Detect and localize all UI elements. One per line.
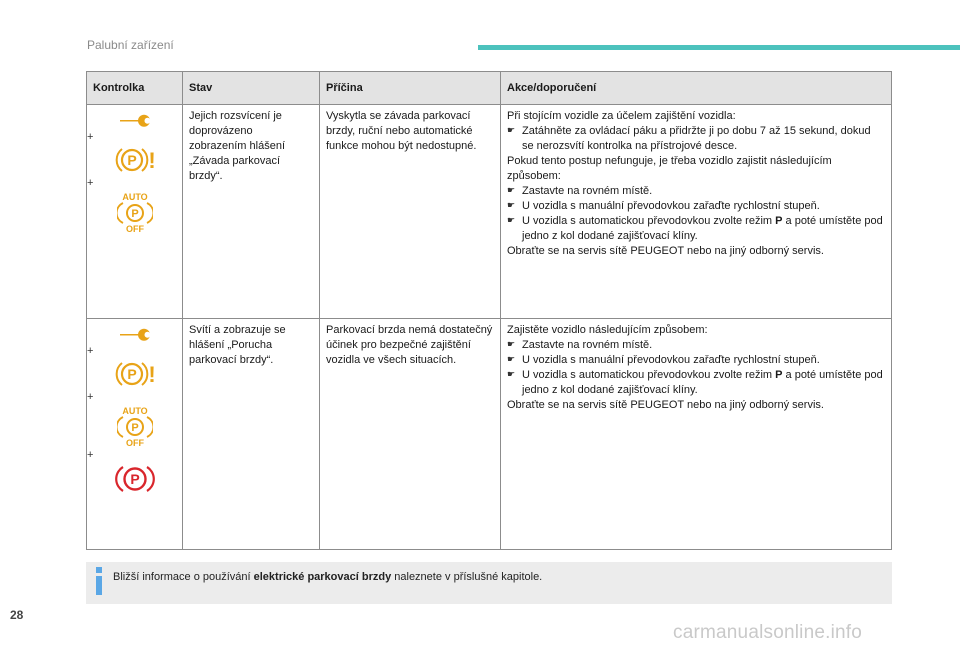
plus-sign: + <box>87 391 94 403</box>
list-item: ☛ Zastavte na rovném místě. <box>507 184 885 199</box>
akce-cell <box>501 105 892 319</box>
header-kontrolka: Kontrolka <box>87 72 183 105</box>
parking-brake-icon <box>115 463 155 495</box>
text-part: U vozidla s automatickou převodovkou zvolte režim <box>522 369 776 381</box>
wrench-icon <box>118 327 152 343</box>
p-glyph: P <box>130 208 139 220</box>
page-number: 28 <box>10 608 24 622</box>
p-glyph: P <box>129 471 140 487</box>
mode-p: P <box>775 215 783 227</box>
parking-brake-warning-icon <box>113 145 157 175</box>
exclamation-glyph: ! <box>147 362 156 387</box>
akce-mid: Pokud tento postup nefunguje, je třeba vozidlo zajistit následujícím způsobem: <box>507 155 832 182</box>
list-item: ☛ U vozidla s manuální převodovkou zařaďte rychlostní stupeň. <box>507 353 885 368</box>
plus-sign: + <box>87 449 94 461</box>
info-text <box>113 571 542 583</box>
table-header-row <box>87 72 892 105</box>
akce-list <box>507 338 885 398</box>
wrench-icon <box>118 113 152 129</box>
auto-label: AUTO <box>121 192 148 202</box>
icons-cell <box>87 319 183 550</box>
text-part: Bližší informace o používání <box>113 571 254 583</box>
plus-sign: + <box>87 131 94 143</box>
watermark: carmanualsonline.info <box>673 622 863 643</box>
list-item <box>507 214 885 244</box>
header-pricina: Příčina <box>320 72 501 105</box>
info-icon <box>96 567 102 595</box>
off-label: OFF <box>125 224 144 233</box>
info-link-text: elektrické parkovací brzdy <box>253 571 392 583</box>
p-glyph: P <box>126 152 137 168</box>
text-part: a poté umístěte pod jedno z kol dodané zajišťovací klíny. <box>522 215 883 242</box>
icons-cell <box>87 105 183 319</box>
akce-end: Obraťte se na servis sítě PEUGEOT nebo na jiný odborný servis. <box>507 245 824 257</box>
exclamation-glyph: ! <box>147 148 156 173</box>
text-part: naleznete v příslušné kapitole. <box>391 571 543 583</box>
header-stav: Stav <box>183 72 320 105</box>
list-item: ☛ Zatáhněte za ovládací páku a přidržte ji po dobu 7 až 15 sekund, dokud se nerozsvítí kontrolka na přístrojové desce. <box>507 124 885 154</box>
header-akce: Akce/doporučení <box>501 72 892 105</box>
pricina-cell: Parkovací brzda nemá dostatečný účinek pro bezpečné zajištění vozidla ve všech situacích. <box>320 319 501 550</box>
off-label: OFF <box>125 438 144 447</box>
p-glyph: P <box>126 366 137 382</box>
auto-label: AUTO <box>121 406 148 416</box>
auto-parking-off-icon <box>117 191 153 233</box>
akce-cell <box>501 319 892 550</box>
akce-intro: Při stojícím vozidle za účelem zajištění vozidla: <box>507 110 736 122</box>
table-row <box>87 319 892 550</box>
akce-list <box>507 124 885 154</box>
akce-end: Obraťte se na servis sítě PEUGEOT nebo na jiný odborný servis. <box>507 399 824 411</box>
plus-sign: + <box>87 177 94 189</box>
akce-list <box>507 184 885 244</box>
p-glyph: P <box>130 422 139 434</box>
warning-lights-table <box>86 71 892 550</box>
stav-cell: Svítí a zobrazuje se hlášení „Porucha parkovací brzdy“. <box>183 319 320 550</box>
list-item: ☛ U vozidla s manuální převodovkou zařaďte rychlostní stupeň. <box>507 199 885 214</box>
header-accent-bar <box>478 45 960 50</box>
text-part: U vozidla s automatickou převodovkou zvolte režim <box>522 215 776 227</box>
plus-sign: + <box>87 345 94 357</box>
list-item <box>507 368 885 398</box>
auto-parking-off-icon <box>117 405 153 447</box>
text-part: a poté umístěte pod jedno z kol dodané zajišťovací klíny. <box>522 369 883 396</box>
info-box <box>86 562 892 604</box>
table-row <box>87 105 892 319</box>
section-title: Palubní zařízení <box>87 38 174 52</box>
list-item: ☛ Zastavte na rovném místě. <box>507 338 885 353</box>
mode-p: P <box>775 369 783 381</box>
pricina-cell: Vyskytla se závada parkovací brzdy, ruční nebo automatické funkce mohou být nedostupné. <box>320 105 501 319</box>
parking-brake-warning-icon <box>113 359 157 389</box>
stav-cell: Jejich rozsvícení je doprovázeno zobrazením hlášení „Závada parkovací brzdy“. <box>183 105 320 319</box>
akce-intro: Zajistěte vozidlo následujícím způsobem: <box>507 324 708 336</box>
